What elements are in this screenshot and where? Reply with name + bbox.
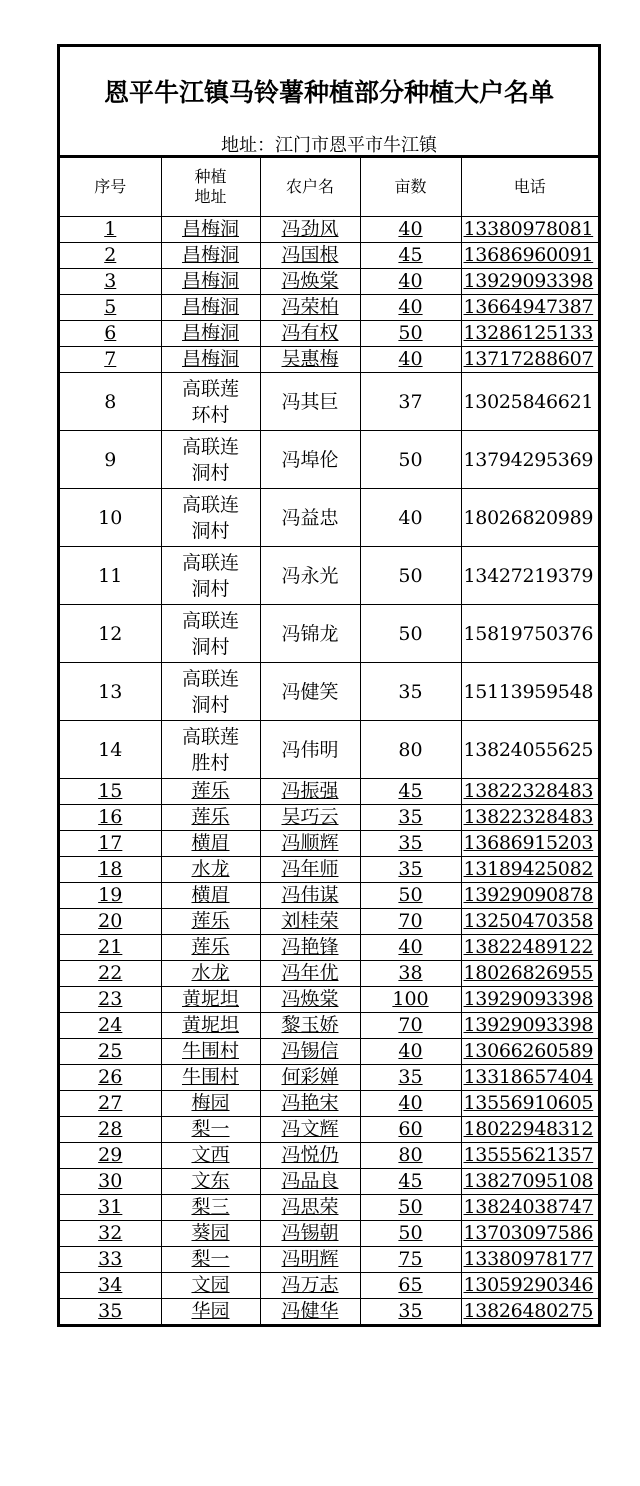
row-farmer-name: 冯年优 <box>260 961 360 987</box>
row-number: 32 <box>60 1221 161 1247</box>
row-area: 35 <box>360 857 461 883</box>
row-phone: 13427219379 <box>461 547 598 605</box>
row-number: 9 <box>60 431 161 489</box>
row-number: 26 <box>60 1065 161 1091</box>
row-area: 50 <box>360 431 461 489</box>
row-location: 高联莲 胜村 <box>161 721 260 779</box>
row-number: 29 <box>60 1143 161 1169</box>
row-number: 25 <box>60 1039 161 1065</box>
row-number: 33 <box>60 1247 161 1273</box>
table-row <box>60 489 598 547</box>
row-phone: 13822328483 <box>461 779 598 805</box>
row-area: 50 <box>360 547 461 605</box>
row-area: 75 <box>360 1247 461 1273</box>
table-row <box>60 805 598 831</box>
row-phone: 13929093398 <box>461 269 598 295</box>
row-area: 50 <box>360 1221 461 1247</box>
row-phone: 13717288607 <box>461 347 598 373</box>
row-location: 梅园 <box>161 1091 260 1117</box>
row-farmer-name: 冯顺辉 <box>260 831 360 857</box>
table-row <box>60 347 598 373</box>
row-area: 50 <box>360 1195 461 1221</box>
row-farmer-name: 冯健笑 <box>260 663 360 721</box>
row-location: 莲乐 <box>161 935 260 961</box>
row-phone: 13380978177 <box>461 1247 598 1273</box>
table-row <box>60 1195 598 1221</box>
row-number: 27 <box>60 1091 161 1117</box>
table-row <box>60 831 598 857</box>
row-number: 1 <box>60 217 161 243</box>
row-farmer-name: 冯健华 <box>260 1299 360 1325</box>
row-farmer-name: 冯振强 <box>260 779 360 805</box>
table-row <box>60 295 598 321</box>
row-location: 黄坭坦 <box>161 1013 260 1039</box>
row-phone: 13059290346 <box>461 1273 598 1299</box>
row-phone: 13824038747 <box>461 1195 598 1221</box>
row-area: 45 <box>360 1169 461 1195</box>
row-phone: 13824055625 <box>461 721 598 779</box>
row-area: 70 <box>360 909 461 935</box>
row-farmer-name: 吴惠梅 <box>260 347 360 373</box>
row-number: 7 <box>60 347 161 373</box>
row-farmer-name: 冯焕棠 <box>260 269 360 295</box>
table-row <box>60 935 598 961</box>
table-row <box>60 1247 598 1273</box>
roster-sheet <box>57 44 601 1327</box>
row-area: 40 <box>360 295 461 321</box>
row-farmer-name: 冯锦龙 <box>260 605 360 663</box>
row-location: 莲乐 <box>161 779 260 805</box>
grower-table <box>60 157 598 1324</box>
row-farmer-name: 冯品良 <box>260 1169 360 1195</box>
row-location: 牛围村 <box>161 1039 260 1065</box>
row-area: 35 <box>360 805 461 831</box>
table-row <box>60 1039 598 1065</box>
table-row <box>60 321 598 347</box>
row-area: 70 <box>360 1013 461 1039</box>
row-number: 11 <box>60 547 161 605</box>
row-area: 35 <box>360 1299 461 1325</box>
row-farmer-name: 黎玉娇 <box>260 1013 360 1039</box>
row-phone: 13827095108 <box>461 1169 598 1195</box>
table-row <box>60 1013 598 1039</box>
row-farmer-name: 冯思荣 <box>260 1195 360 1221</box>
row-farmer-name: 冯国根 <box>260 243 360 269</box>
row-number: 22 <box>60 961 161 987</box>
row-number: 31 <box>60 1195 161 1221</box>
row-phone: 13556910605 <box>461 1091 598 1117</box>
row-area: 40 <box>360 1039 461 1065</box>
address-line: 地址：江门市恩平市牛江镇 <box>60 135 598 157</box>
row-location: 横眉 <box>161 883 260 909</box>
row-location: 莲乐 <box>161 909 260 935</box>
row-farmer-name: 冯永光 <box>260 547 360 605</box>
row-phone: 13250470358 <box>461 909 598 935</box>
row-number: 5 <box>60 295 161 321</box>
row-area: 60 <box>360 1117 461 1143</box>
table-row <box>60 779 598 805</box>
row-location: 梨一 <box>161 1247 260 1273</box>
table-row <box>60 1065 598 1091</box>
row-phone: 13189425082 <box>461 857 598 883</box>
table-row <box>60 1273 598 1299</box>
row-farmer-name: 冯悦仍 <box>260 1143 360 1169</box>
header-phone: 电话 <box>461 158 598 217</box>
table-row <box>60 883 598 909</box>
row-area: 45 <box>360 243 461 269</box>
row-location: 华园 <box>161 1299 260 1325</box>
table-row <box>60 547 598 605</box>
table-row <box>60 605 598 663</box>
row-phone: 13286125133 <box>461 321 598 347</box>
row-number: 20 <box>60 909 161 935</box>
row-area: 40 <box>360 347 461 373</box>
row-number: 24 <box>60 1013 161 1039</box>
row-farmer-name: 冯锡朝 <box>260 1221 360 1247</box>
row-farmer-name: 刘桂荣 <box>260 909 360 935</box>
row-area: 40 <box>360 217 461 243</box>
row-area: 50 <box>360 321 461 347</box>
row-area: 65 <box>360 1273 461 1299</box>
table-body <box>60 217 598 1325</box>
table-row <box>60 857 598 883</box>
row-area: 100 <box>360 987 461 1013</box>
row-area: 50 <box>360 883 461 909</box>
row-location: 水龙 <box>161 961 260 987</box>
header-area: 亩数 <box>360 158 461 217</box>
row-number: 6 <box>60 321 161 347</box>
row-farmer-name: 冯益忠 <box>260 489 360 547</box>
row-farmer-name: 冯荣柏 <box>260 295 360 321</box>
table-row <box>60 961 598 987</box>
row-location: 文西 <box>161 1143 260 1169</box>
row-area: 35 <box>360 831 461 857</box>
row-farmer-name: 冯其巨 <box>260 373 360 431</box>
row-phone: 13686915203 <box>461 831 598 857</box>
row-farmer-name: 冯伟谋 <box>260 883 360 909</box>
table-row <box>60 721 598 779</box>
table-row <box>60 243 598 269</box>
table-row <box>60 1299 598 1325</box>
table-header <box>60 158 598 217</box>
row-location: 莲乐 <box>161 805 260 831</box>
row-number: 18 <box>60 857 161 883</box>
row-location: 横眉 <box>161 831 260 857</box>
row-phone: 13686960091 <box>461 243 598 269</box>
table-row <box>60 987 598 1013</box>
row-farmer-name: 何彩婵 <box>260 1065 360 1091</box>
row-farmer-name: 冯明辉 <box>260 1247 360 1273</box>
row-number: 19 <box>60 883 161 909</box>
table-row <box>60 1169 598 1195</box>
row-farmer-name: 冯有权 <box>260 321 360 347</box>
table-row <box>60 269 598 295</box>
row-phone: 13664947387 <box>461 295 598 321</box>
header-no: 序号 <box>60 158 161 217</box>
row-phone: 13703097586 <box>461 1221 598 1247</box>
table-row <box>60 217 598 243</box>
row-farmer-name: 冯锡信 <box>260 1039 360 1065</box>
row-location: 葵园 <box>161 1221 260 1247</box>
row-area: 45 <box>360 779 461 805</box>
row-number: 21 <box>60 935 161 961</box>
row-phone: 13929093398 <box>461 987 598 1013</box>
row-number: 12 <box>60 605 161 663</box>
row-phone: 13826480275 <box>461 1299 598 1325</box>
row-phone: 18026820989 <box>461 489 598 547</box>
table-row <box>60 663 598 721</box>
row-area: 40 <box>360 1091 461 1117</box>
table-row <box>60 373 598 431</box>
row-location: 昌梅洞 <box>161 321 260 347</box>
row-phone: 13929090878 <box>461 883 598 909</box>
row-area: 38 <box>360 961 461 987</box>
table-row <box>60 1091 598 1117</box>
row-area: 40 <box>360 269 461 295</box>
row-phone: 18022948312 <box>461 1117 598 1143</box>
row-farmer-name: 冯年师 <box>260 857 360 883</box>
row-number: 35 <box>60 1299 161 1325</box>
row-number: 30 <box>60 1169 161 1195</box>
row-farmer-name: 冯万志 <box>260 1273 360 1299</box>
row-location: 高联连 洞村 <box>161 547 260 605</box>
header-location: 种植 地址 <box>161 158 260 217</box>
row-area: 80 <box>360 1143 461 1169</box>
row-area: 37 <box>360 373 461 431</box>
row-phone: 13822328483 <box>461 805 598 831</box>
table-row <box>60 909 598 935</box>
row-number: 8 <box>60 373 161 431</box>
row-number: 23 <box>60 987 161 1013</box>
row-farmer-name: 冯文辉 <box>260 1117 360 1143</box>
row-number: 14 <box>60 721 161 779</box>
row-phone: 13822489122 <box>461 935 598 961</box>
row-farmer-name: 冯埠伦 <box>260 431 360 489</box>
row-farmer-name: 冯劲风 <box>260 217 360 243</box>
table-row <box>60 1117 598 1143</box>
row-phone: 13794295369 <box>461 431 598 489</box>
page-title: 恩平牛江镇马铃薯种植部分种植大户名单 <box>103 78 554 107</box>
row-phone: 13318657404 <box>461 1065 598 1091</box>
row-phone: 15113959548 <box>461 663 598 721</box>
row-number: 34 <box>60 1273 161 1299</box>
row-location: 高联莲 环村 <box>161 373 260 431</box>
row-farmer-name: 冯艳宋 <box>260 1091 360 1117</box>
table-row <box>60 1221 598 1247</box>
row-location: 牛围村 <box>161 1065 260 1091</box>
row-location: 高联连 洞村 <box>161 605 260 663</box>
row-farmer-name: 冯焕棠 <box>260 987 360 1013</box>
row-location: 昌梅洞 <box>161 269 260 295</box>
row-location: 文园 <box>161 1273 260 1299</box>
row-location: 高联连 洞村 <box>161 663 260 721</box>
row-number: 28 <box>60 1117 161 1143</box>
row-location: 文东 <box>161 1169 260 1195</box>
row-location: 高联连 洞村 <box>161 489 260 547</box>
row-location: 昌梅洞 <box>161 243 260 269</box>
row-number: 13 <box>60 663 161 721</box>
row-phone: 13929093398 <box>461 1013 598 1039</box>
row-farmer-name: 冯艳锋 <box>260 935 360 961</box>
row-phone: 13555621357 <box>461 1143 598 1169</box>
row-location: 水龙 <box>161 857 260 883</box>
row-area: 50 <box>360 605 461 663</box>
row-phone: 13025846621 <box>461 373 598 431</box>
table-row <box>60 431 598 489</box>
row-number: 17 <box>60 831 161 857</box>
table-row <box>60 1143 598 1169</box>
row-location: 昌梅洞 <box>161 295 260 321</box>
row-location: 高联连 洞村 <box>161 431 260 489</box>
row-phone: 15819750376 <box>461 605 598 663</box>
row-area: 40 <box>360 935 461 961</box>
row-number: 16 <box>60 805 161 831</box>
row-area: 80 <box>360 721 461 779</box>
row-farmer-name: 吴巧云 <box>260 805 360 831</box>
header-name: 农户名 <box>260 158 360 217</box>
row-farmer-name: 冯伟明 <box>260 721 360 779</box>
row-number: 10 <box>60 489 161 547</box>
row-number: 2 <box>60 243 161 269</box>
row-area: 40 <box>360 489 461 547</box>
row-location: 昌梅洞 <box>161 347 260 373</box>
row-number: 15 <box>60 779 161 805</box>
row-location: 昌梅洞 <box>161 217 260 243</box>
row-area: 35 <box>360 1065 461 1091</box>
row-location: 黄坭坦 <box>161 987 260 1013</box>
row-phone: 13380978081 <box>461 217 598 243</box>
row-location: 梨三 <box>161 1195 260 1221</box>
row-location: 梨一 <box>161 1117 260 1143</box>
row-area: 35 <box>360 663 461 721</box>
row-phone: 13066260589 <box>461 1039 598 1065</box>
row-number: 3 <box>60 269 161 295</box>
row-phone: 18026826955 <box>461 961 598 987</box>
